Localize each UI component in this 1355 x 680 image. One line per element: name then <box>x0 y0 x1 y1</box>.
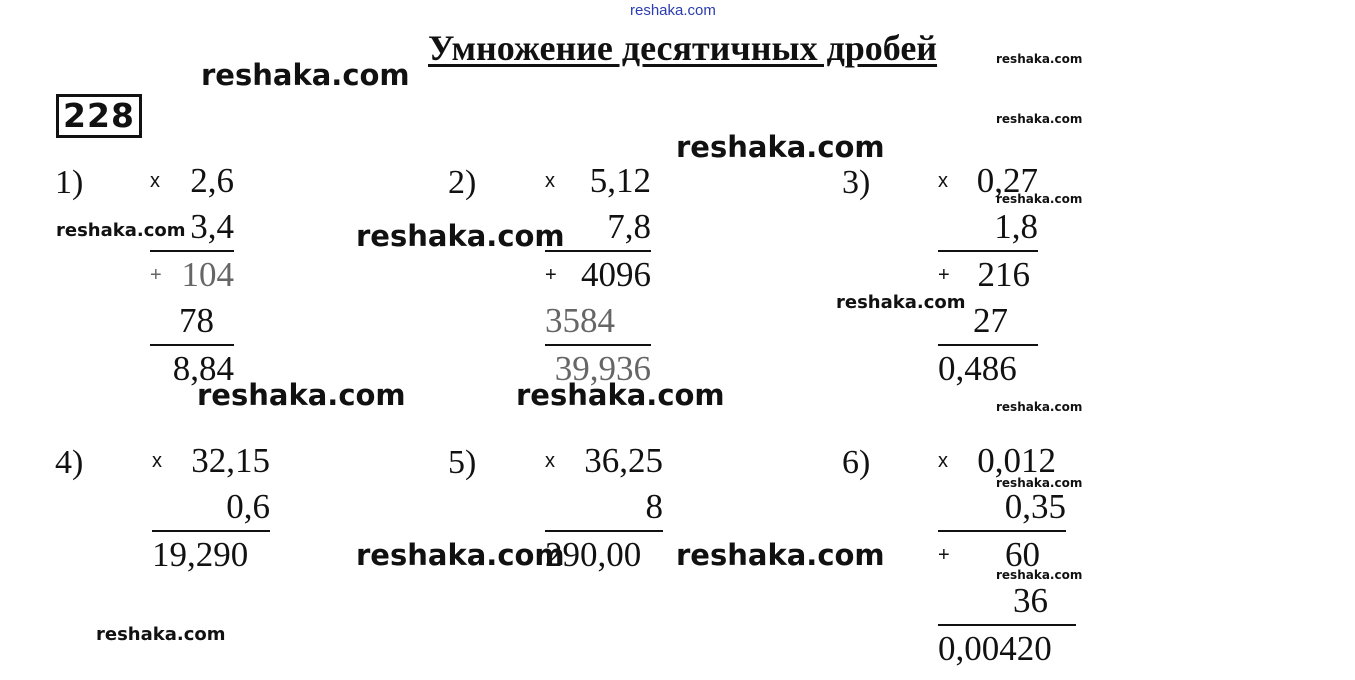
multiplier: 3,4 <box>150 204 234 252</box>
multiply-sign: x <box>150 170 160 192</box>
multiplication-column <box>938 158 1038 392</box>
watermark: reshaka.com <box>201 58 410 92</box>
plus-sign: + <box>938 264 950 286</box>
plus-sign: + <box>938 544 950 566</box>
product-result: 290,00 <box>545 535 642 574</box>
site-link-top[interactable]: reshaka.com <box>630 2 716 19</box>
partial-product: 3584 <box>545 298 651 346</box>
watermark: reshaka.com <box>676 130 885 164</box>
plus-sign: + <box>545 264 557 286</box>
problem-number-badge: 228 <box>56 94 142 138</box>
multiply-sign: x <box>152 450 162 472</box>
multiplication-column <box>545 158 651 392</box>
multiplicand: x 36,25 <box>545 441 663 480</box>
multiplicand: x 0,012 <box>938 441 1056 480</box>
partial-product: 36 <box>938 578 1076 626</box>
multiplication-column <box>938 438 1076 672</box>
watermark: reshaka.com <box>356 219 565 253</box>
plus-sign: + <box>150 264 162 286</box>
multiplier: 7,8 <box>545 204 651 252</box>
watermark: reshaka.com <box>996 52 1083 66</box>
multiplication-column <box>150 158 234 392</box>
exercise-label: 2) <box>448 164 477 201</box>
exercise-label: 5) <box>448 444 477 481</box>
watermark: reshaka.com <box>996 400 1083 414</box>
partial-product: + 216 <box>938 255 1030 294</box>
watermark: reshaka.com <box>996 192 1083 206</box>
watermark: reshaka.com <box>356 538 565 572</box>
watermark: reshaka.com <box>836 292 966 313</box>
multiply-sign: x <box>545 170 555 192</box>
multiplicand: x 2,6 <box>150 161 234 200</box>
partial-product: + 4096 <box>545 255 651 294</box>
multiplication-column <box>545 438 663 578</box>
watermark: reshaka.com <box>197 378 406 412</box>
page-title: Умножение десятичных дробей <box>428 28 938 68</box>
watermark: reshaka.com <box>516 378 725 412</box>
watermark: reshaka.com <box>996 112 1083 126</box>
multiplier: 0,35 <box>938 484 1066 532</box>
watermark: reshaka.com <box>56 220 186 241</box>
multiplier: 0,6 <box>152 484 270 532</box>
multiplication-column <box>152 438 270 578</box>
product-result: 0,486 <box>938 349 1017 388</box>
watermark: reshaka.com <box>996 568 1083 582</box>
multiplicand: x 5,12 <box>545 161 651 200</box>
product-result: 19,290 <box>152 535 249 574</box>
exercise-label: 4) <box>55 444 84 481</box>
partial-product: 27 <box>938 298 1038 346</box>
exercise-label: 6) <box>842 444 871 481</box>
multiply-sign: x <box>938 450 948 472</box>
partial-product: + 104 <box>150 255 234 294</box>
exercise-label: 1) <box>55 164 84 201</box>
multiplier: 1,8 <box>938 204 1038 252</box>
multiplicand: x 32,15 <box>152 441 270 480</box>
product-result: 39,936 <box>554 349 651 388</box>
watermark: reshaka.com <box>996 476 1083 490</box>
watermark: reshaka.com <box>676 538 885 572</box>
exercise-label: 3) <box>842 164 871 201</box>
partial-product: 78 <box>150 298 234 346</box>
product-result: 8,84 <box>172 349 234 388</box>
watermark: reshaka.com <box>96 624 226 645</box>
product-result: 0,00420 <box>938 629 1052 668</box>
multiply-sign: x <box>545 450 555 472</box>
multiply-sign: x <box>938 170 948 192</box>
multiplier: 8 <box>545 484 663 532</box>
partial-product: + 60 <box>938 535 1040 574</box>
multiplicand: x 0,27 <box>938 161 1038 200</box>
